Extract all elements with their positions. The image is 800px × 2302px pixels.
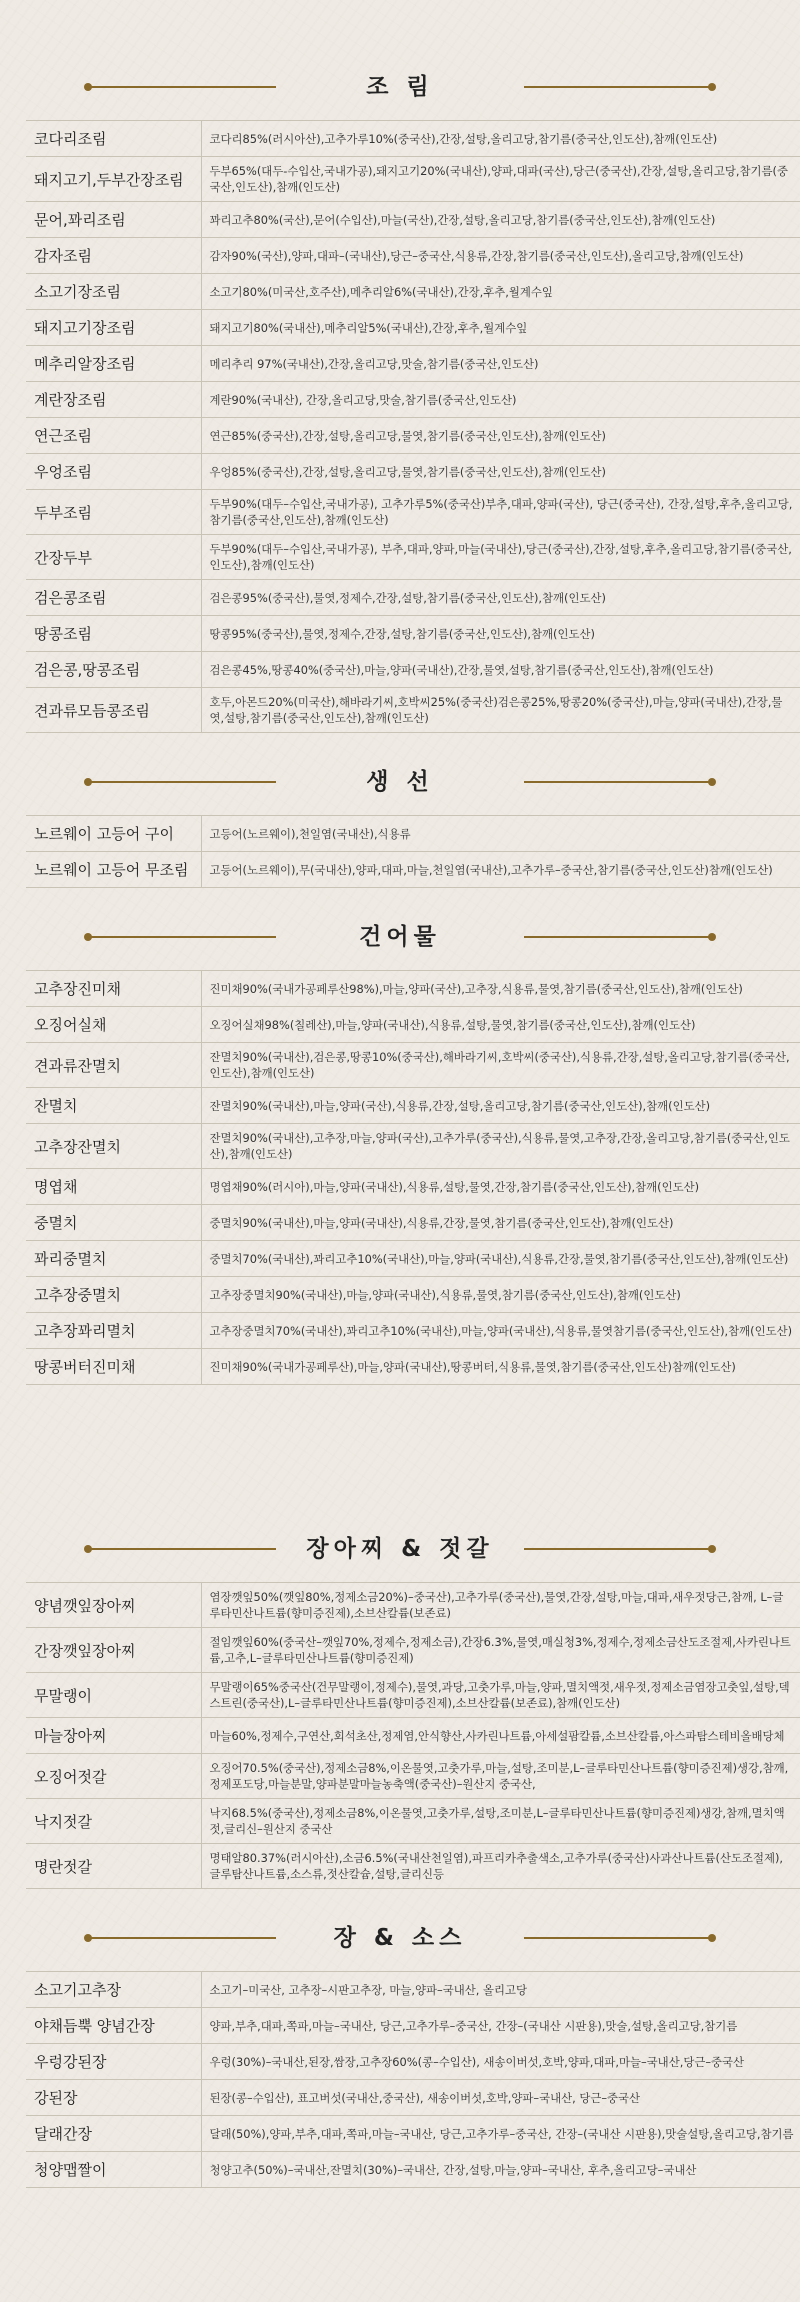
- dish-name: 메추리알장조림: [26, 346, 201, 382]
- dish-name: 강된장: [26, 2080, 201, 2116]
- ingredient-description: 메리추리 97%(국내산),간장,올리고당,맛술,참기름(중국산,인도산): [209, 356, 539, 371]
- table-row: [26, 1754, 800, 1799]
- ingredient-description: 연근85%(중국산),간장,설탕,올리고당,물엿,참기름(중국산,인도산),참깨(인도산): [209, 428, 606, 443]
- section: [0, 904, 800, 1385]
- dish-name: 잔멸치: [26, 1088, 201, 1124]
- table-row: [26, 2116, 800, 2152]
- table-row: [26, 238, 800, 274]
- ingredient-description: 잔멸치90%(국내산),검은콩,땅콩10%(중국산),해바라기씨,호박씨(중국산),식용류,간장,설탕,올리고당,참기름(중국산,인도산),참깨(인도산): [209, 1050, 790, 1080]
- ingredient-description: 감자90%(국산),양파,대파–(국내산),당근–중국산,식용류,간장,참기름(중국산,인도산),올리고당,참깨(인도산): [209, 248, 744, 263]
- section-header: [0, 749, 800, 815]
- ingredient-description: 청양고추(50%)–국내산,잔멸치(30%)–국내산, 간장,설탕,마늘,양파–국내산, 후추,올리고당–국내산: [209, 2162, 697, 2177]
- table-row: [26, 1844, 800, 1889]
- dish-name: 고추장중멸치: [26, 1277, 201, 1313]
- ingredient-description: 진미채90%(국내가공페루산98%),마늘,양파(국산),고추장,식용류,물엿,참기름(중국산,인도산),참깨(인도산): [209, 981, 743, 996]
- table-row: [26, 1673, 800, 1718]
- ingredient-description: 된장(콩–수입산), 표고버섯(국내산,중국산), 새송이버섯,호박,양파–국내산, 당근–중국산: [209, 2090, 641, 2105]
- section: [0, 749, 800, 888]
- ingredient-description: 돼지고기80%(국내산),메추리알5%(국내산),간장,후추,월계수잎: [209, 320, 528, 335]
- table-row: [26, 1972, 800, 2008]
- ingredient-description: 우렁(30%)–국내산,된장,쌈장,고추장60%(콩–수입산), 새송이버섯,호박,양파,대파,마늘–국내산,당근–중국산: [209, 2054, 745, 2069]
- ingredient-description: 오징어실채98%(칠레산),마늘,양파(국내산),식용류,설탕,물엿,참기름(중국산,인도산),참깨(인도산): [209, 1017, 696, 1032]
- dish-name: 꽈리중멸치: [26, 1241, 201, 1277]
- dish-name: 땅콩버터진미채: [26, 1349, 201, 1385]
- ingredient-description: 염장깻잎50%(깻잎80%,정제소금20%)–중국산),고추가루(중국산),물엿,간장,설탕,마늘,대파,새우젓당근,참깨, L–글루타민산나트륨(향미증진제),소브산칼륨(보존료): [209, 1590, 784, 1620]
- dish-name: 연근조림: [26, 418, 201, 454]
- section-title: 조 림: [366, 74, 434, 100]
- table-row: [26, 1205, 800, 1241]
- ingredient-description: 명태알80.37%(러시아산),소금6.5%(국내산천일염),파프리카추출색소,고추가루(중국산)사과산나트륨(산도조절제),글루탐산나트륨,소스류,젓산칼슘,설탕,글리신등: [209, 1851, 784, 1881]
- table-row: [26, 157, 800, 202]
- ingredient-description: 마늘60%,정제수,구연산,회석초산,정제염,안식향산,사카린나트륨,아세설팜칼륨,소브산칼륨,아스파탐스테비올배당체: [209, 1728, 785, 1743]
- section-header: [0, 1905, 800, 1971]
- dish-name: 명란젓갈: [26, 1844, 201, 1889]
- dish-name: 달래간장: [26, 2116, 201, 2152]
- dish-name: 코다리조림: [26, 121, 201, 157]
- ingredient-description: 소고기80%(미국산,호주산),메추리알6%(국내산),간장,후추,월계수잎: [209, 284, 553, 299]
- ingredient-description: 우엉85%(중국산),간장,설탕,올리고당,물엿,참기름(중국산,인도산),참깨(인도산): [209, 464, 606, 479]
- table-row: [26, 2152, 800, 2188]
- table-row: [26, 274, 800, 310]
- dish-name: 돼지고기,두부간장조림: [26, 157, 201, 202]
- dish-name: 노르웨이 고등어 구이: [26, 816, 201, 852]
- ingredient-description: 잔멸치90%(국내산),마늘,양파(국산),식용류,간장,설탕,올리고당,참기름(중국산,인도산),참깨(인도산): [209, 1098, 711, 1113]
- ingredient-description: 낙지68.5%(중국산),정제소금8%,이온물엿,고춧가루,설탕,조미분,L–글루타민산나트륨(향미증진제)생강,참깨,멸치액젓,글리신–원산지 중국산: [209, 1806, 785, 1836]
- section: [0, 54, 800, 733]
- table-row: [26, 1169, 800, 1205]
- table-row: [26, 1241, 800, 1277]
- ingredient-table: [26, 1582, 800, 1889]
- table-row: [26, 852, 800, 888]
- dish-name: 소고기고추장: [26, 1972, 201, 2008]
- ingredient-description: 잔멸치90%(국내산),고추장,마늘,양파(국산),고추가루(중국산),식용류,물엿,고추장,간장,올리고당,참기름(중국산,인도산),참깨(인도산): [209, 1131, 790, 1161]
- dish-name: 노르웨이 고등어 무조림: [26, 852, 201, 888]
- dish-name: 오징어젓갈: [26, 1754, 201, 1799]
- table-row: [26, 580, 800, 616]
- table-row: [26, 688, 800, 733]
- ingredient-description: 명엽채90%(러시아),마늘,양파(국내산),식용류,설탕,물엿,간장,참기름(중국산,인도산),참깨(인도산): [209, 1179, 700, 1194]
- table-row: [26, 1313, 800, 1349]
- dish-name: 소고기장조림: [26, 274, 201, 310]
- table-row: [26, 535, 800, 580]
- ingredient-description: 두부90%(대두–수입산,국내가공), 부추,대파,양파,마늘(국내산),당근(중국산),간장,설탕,후추,올리고당,참기름(중국산,인도산),참깨(인도산): [209, 542, 792, 572]
- ingredient-description: 검은콩45%,땅콩40%(중국산),마늘,양파(국내산),간장,물엿,설탕,참기름(중국산,인도산),참깨(인도산): [209, 662, 714, 677]
- ingredient-description: 꽈리고추80%(국산),문어(수입산),마늘(국산),간장,설탕,올리고당,참기름(중국산,인도산),참깨(인도산): [209, 212, 716, 227]
- ingredient-description: 중멸치90%(국내산),마늘,양파(국내산),식용류,간장,물엿,참기름(중국산,인도산),참깨(인도산): [209, 1215, 674, 1230]
- dish-name: 우렁강된장: [26, 2044, 201, 2080]
- table-row: [26, 1007, 800, 1043]
- table-row: [26, 1718, 800, 1754]
- table-row: [26, 454, 800, 490]
- dish-name: 검은콩,땅콩조림: [26, 652, 201, 688]
- table-row: [26, 2080, 800, 2116]
- dish-name: 마늘장아찌: [26, 1718, 201, 1754]
- ingredient-table: [26, 1971, 800, 2188]
- dish-name: 고추장꽈리멸치: [26, 1313, 201, 1349]
- dish-name: 간장깻잎장아찌: [26, 1628, 201, 1673]
- ingredient-description: 고등어(노르웨이),무(국내산),양파,대파,마늘,천일염(국내산),고추가루–중국산,참기름(중국산,인도산)참깨(인도산): [209, 862, 773, 877]
- ingredient-table: [26, 120, 800, 733]
- table-row: [26, 121, 800, 157]
- table-row: [26, 1124, 800, 1169]
- ingredient-description: 중멸치70%(국내산),꽈리고추10%(국내산),마늘,양파(국내산),식용류,간장,물엿,참기름(중국산,인도산),참깨(인도산): [209, 1251, 789, 1266]
- ingredient-description: 고등어(노르웨이),천일염(국내산),식용류: [209, 826, 411, 841]
- dish-name: 낙지젓갈: [26, 1799, 201, 1844]
- ingredient-description: 계란90%(국내산), 간장,올리고당,맛술,참기름(중국산,인도산): [209, 392, 517, 407]
- ingredient-description: 무말랭이65%중국산(건무말랭이,정제수),물엿,과당,고춧가루,마늘,양파,멸치액젓,새우젓,정제소금염장고춧잎,설탕,덱스트린(중국산),L–글루타민산나트륨(향미증진제),소브산칼륨(보존료),참깨(인도산): [209, 1680, 790, 1710]
- dish-name: 오징어실채: [26, 1007, 201, 1043]
- ingredient-description: 양파,부추,대파,쪽파,마늘–국내산, 당근,고추가루–중국산, 간장–(국내산 시판용),맛술,설탕,올리고당,참기름: [209, 2018, 738, 2033]
- table-row: [26, 1583, 800, 1628]
- dish-name: 야채듬뿍 양념간장: [26, 2008, 201, 2044]
- table-row: [26, 2008, 800, 2044]
- dish-name: 감자조림: [26, 238, 201, 274]
- table-row: [26, 1088, 800, 1124]
- ingredient-description: 오징어70.5%(중국산),정제소금8%,이온물엿,고춧가루,마늘,설탕,조미분,L–글루타민산나트륨(향미증진제)생강,참깨,정제포도당,마늘분말,양파분말마늘농축액(중국산)–원산지 중국산,: [209, 1761, 789, 1791]
- table-row: [26, 1277, 800, 1313]
- ingredient-description: 소고기–미국산, 고추장–시판고추장, 마늘,양파–국내산, 올리고당: [209, 1982, 528, 1997]
- dish-name: 계란장조림: [26, 382, 201, 418]
- section: [0, 1516, 800, 1889]
- table-row: [26, 816, 800, 852]
- table-row: [26, 1799, 800, 1844]
- section-title: 생 선: [366, 769, 434, 795]
- dish-name: 고추장진미채: [26, 971, 201, 1007]
- dish-name: 청양맵짤이: [26, 2152, 201, 2188]
- dish-name: 양념깻잎장아찌: [26, 1583, 201, 1628]
- table-row: [26, 346, 800, 382]
- dish-name: 간장두부: [26, 535, 201, 580]
- ingredient-table: [26, 970, 800, 1385]
- table-row: [26, 310, 800, 346]
- ingredient-description: 검은콩95%(중국산),물엿,정제수,간장,설탕,참기름(중국산,인도산),참깨(인도산): [209, 590, 606, 605]
- ingredient-description: 고추장중멸치90%(국내산),마늘,양파(국내산),식용류,물엿,참기름(중국산,인도산),참깨(인도산): [209, 1287, 681, 1302]
- table-row: [26, 382, 800, 418]
- dish-name: 무말랭이: [26, 1673, 201, 1718]
- ingredient-description: 두부65%(대두-수입산,국내가공),돼지고기20%(국내산),양파,대파(국산),당근(중국산),간장,설탕,올리고당,참기름(중국산,인도산),참깨(인도산): [209, 164, 788, 194]
- ingredient-table: [26, 815, 800, 888]
- section-header: [0, 904, 800, 970]
- section-title: 장 & 소스: [333, 1925, 467, 1951]
- dish-name: 중멸치: [26, 1205, 201, 1241]
- table-row: [26, 418, 800, 454]
- dish-name: 검은콩조림: [26, 580, 201, 616]
- ingredient-description: 코다리85%(러시아산),고추가루10%(중국산),간장,설탕,올리고당,참기름(중국산,인도산),참깨(인도산): [209, 131, 718, 146]
- dish-name: 돼지고기장조림: [26, 310, 201, 346]
- ingredient-description: 호두,아몬드20%(미국산),해바라기씨,호박씨25%(중국산)검은콩25%,땅콩20%(중국산),마늘,양파(국내산),간장,물엿,설탕,참기름(중국산,인도산),참깨(인도산): [209, 695, 783, 725]
- ingredient-description: 두부90%(대두–수입산,국내가공), 고추가루5%(중국산)부추,대파,양파(국산), 당근(중국산), 간장,설탕,후추,올리고당,참기름(중국산,인도산),참깨(인도산): [209, 497, 793, 527]
- dish-name: 두부조림: [26, 490, 201, 535]
- dish-name: 명엽채: [26, 1169, 201, 1205]
- table-row: [26, 971, 800, 1007]
- table-row: [26, 1043, 800, 1088]
- table-row: [26, 2044, 800, 2080]
- ingredient-description: 절임깻잎60%(중국산–깻잎70%,정제수,정제소금),간장6.3%,물엿,매실청3%,정제수,정제소금산도조절제,사카린나트륨,고추,L–글루타민산나트륨(향미증진제): [209, 1635, 791, 1665]
- ingredient-description: 땅콩95%(중국산),물엿,정제수,간장,설탕,참기름(중국산,인도산),참깨(인도산): [209, 626, 595, 641]
- ingredient-description: 진미채90%(국내가공페루산),마늘,양파(국내산),땅콩버터,식용류,물엿,참기름(중국산,인도산)참깨(인도산): [209, 1359, 736, 1374]
- table-row: [26, 1349, 800, 1385]
- table-row: [26, 202, 800, 238]
- table-row: [26, 1628, 800, 1673]
- section: [0, 1905, 800, 2188]
- dish-name: 견과류모듬콩조림: [26, 688, 201, 733]
- ingredient-description: 고추장중멸치70%(국내산),꽈리고추10%(국내산),마늘,양파(국내산),식용류,물엿참기름(중국산,인도산),참깨(인도산): [209, 1323, 793, 1338]
- dish-name: 견과류잔멸치: [26, 1043, 201, 1088]
- dish-name: 땅콩조림: [26, 616, 201, 652]
- table-row: [26, 652, 800, 688]
- section-header: [0, 1516, 800, 1582]
- section-header: [0, 54, 800, 120]
- dish-name: 고추장잔멸치: [26, 1124, 201, 1169]
- table-row: [26, 490, 800, 535]
- ingredient-description: 달래(50%),양파,부추,대파,쪽파,마늘–국내산, 당근,고추가루–중국산, 간장–(국내산 시판용),맛술설탕,올리고당,참기름: [209, 2126, 794, 2141]
- table-row: [26, 616, 800, 652]
- dish-name: 우엉조림: [26, 454, 201, 490]
- dish-name: 문어,꽈리조림: [26, 202, 201, 238]
- section-title: 장아찌 & 젓갈: [306, 1536, 494, 1562]
- section-title: 건어물: [359, 924, 441, 950]
